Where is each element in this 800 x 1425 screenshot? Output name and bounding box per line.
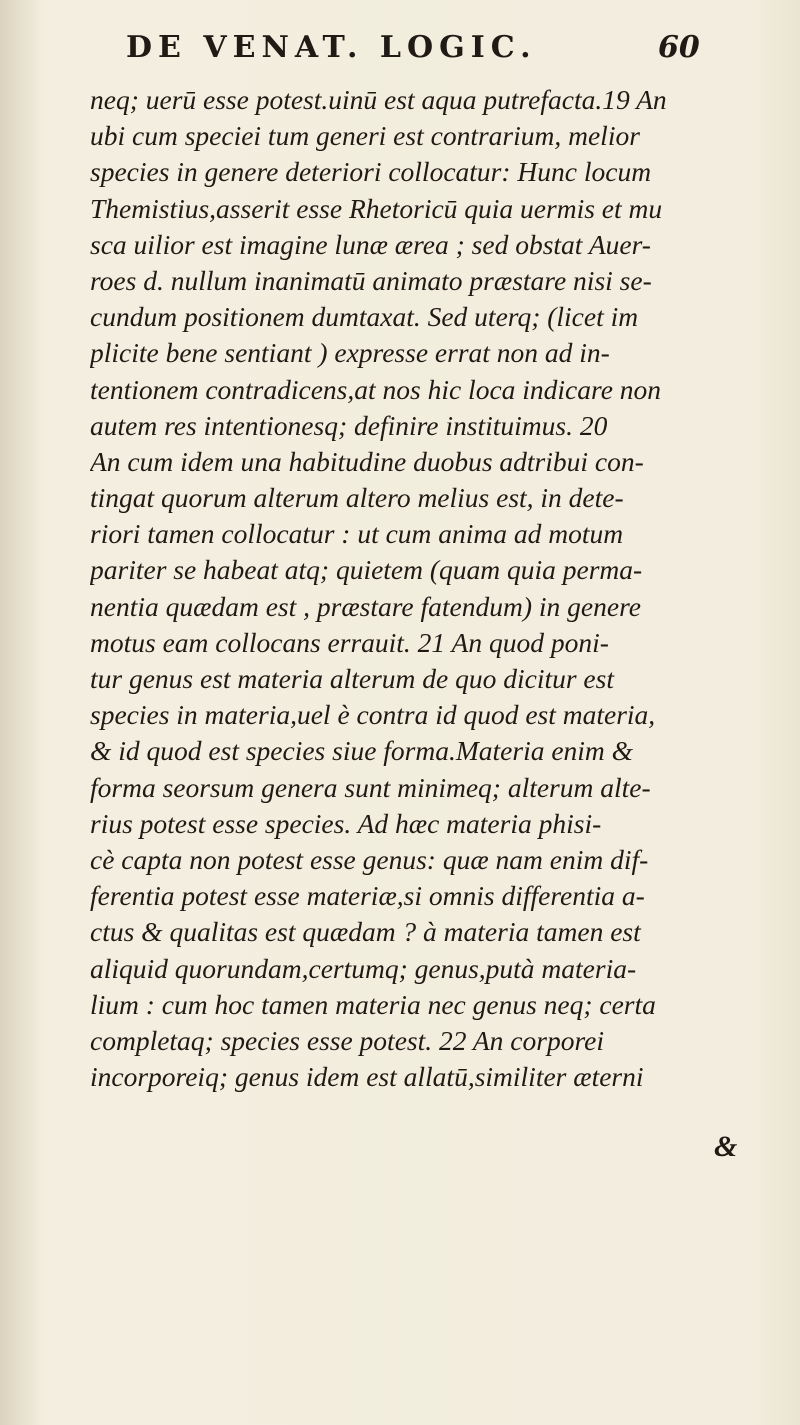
gutter-shadow <box>0 0 40 1425</box>
text-line: aliquid quorundam,certumq; genus,putà materia- <box>90 952 637 984</box>
text-line: tentionem contradicens,at nos hic loca indicare non <box>90 373 662 405</box>
text-line: roes d. nullum inanimatū animato præstare nisi se- <box>90 264 652 296</box>
text-line: incorporeiq; genus idem est allatū,similiter æterni <box>90 1061 644 1093</box>
text-line: autem res intentionesq; definire instituimus. 20 <box>90 409 608 441</box>
body-text <box>90 82 780 1095</box>
text-line: An cum idem una habitudine duobus adtribui con- <box>90 445 644 477</box>
running-head: DE VENAT. LOGIC. <box>126 30 537 65</box>
text-line: pariter se habeat atq; quietem (quam quia perma- <box>90 554 643 586</box>
text-line: lium : cum hoc tamen materia nec genus neq; certa <box>90 988 656 1020</box>
text-line: Themistius,asserit esse Rhetoricū quia uermis et mu <box>90 192 663 224</box>
text-line: riori tamen collocatur : ut cum anima ad motum <box>90 518 624 550</box>
text-line: completaq; species esse potest. 22 An corporei <box>90 1024 604 1056</box>
text-line: nentia quædam est , præstare fatendum) in genere <box>90 590 641 622</box>
text-line: ferentia potest esse materiæ,si omnis differentia a- <box>90 880 645 912</box>
text-line: neq; uerū esse potest.uinū est aqua putrefacta.19 An <box>90 84 667 115</box>
text-line: plicite bene sentiant ) expresse errat non ad in- <box>90 337 610 369</box>
text-line: ctus & qualitas est quædam ? à materia tamen est <box>90 916 641 948</box>
page-number: 60 <box>658 30 700 65</box>
text-line: sca uilior est imagine lunæ ærea ; sed obstat Auer- <box>90 228 651 260</box>
text-line: ubi cum speciei tum generi est contrarium, melior <box>90 120 640 152</box>
text-line: tur genus est materia alterum de quo dicitur est <box>90 663 614 694</box>
text-line: tingat quorum alterum altero melius est, in dete- <box>90 482 624 514</box>
text-line: species in materia,uel è contra id quod est materia, <box>90 699 656 731</box>
text-line: & id quod est species siue forma.Materia enim & <box>90 735 634 767</box>
text-line: cè capta non potest esse genus: quæ nam enim dif- <box>90 843 649 875</box>
text-line: motus eam collocans errauit. 21 An quod poni- <box>90 626 609 658</box>
catchword: & <box>714 1130 738 1163</box>
page-header <box>0 30 800 74</box>
text-line: species in genere deteriori collocatur: Hunc locum <box>90 156 652 188</box>
text-line: rius potest esse species. Ad hæc materia phisi- <box>90 807 602 839</box>
text-line: forma seorsum genera sunt minimeq; alterum alte- <box>90 771 651 803</box>
text-line: cundum positionem dumtaxat. Sed uterq; (licet im <box>90 301 639 333</box>
